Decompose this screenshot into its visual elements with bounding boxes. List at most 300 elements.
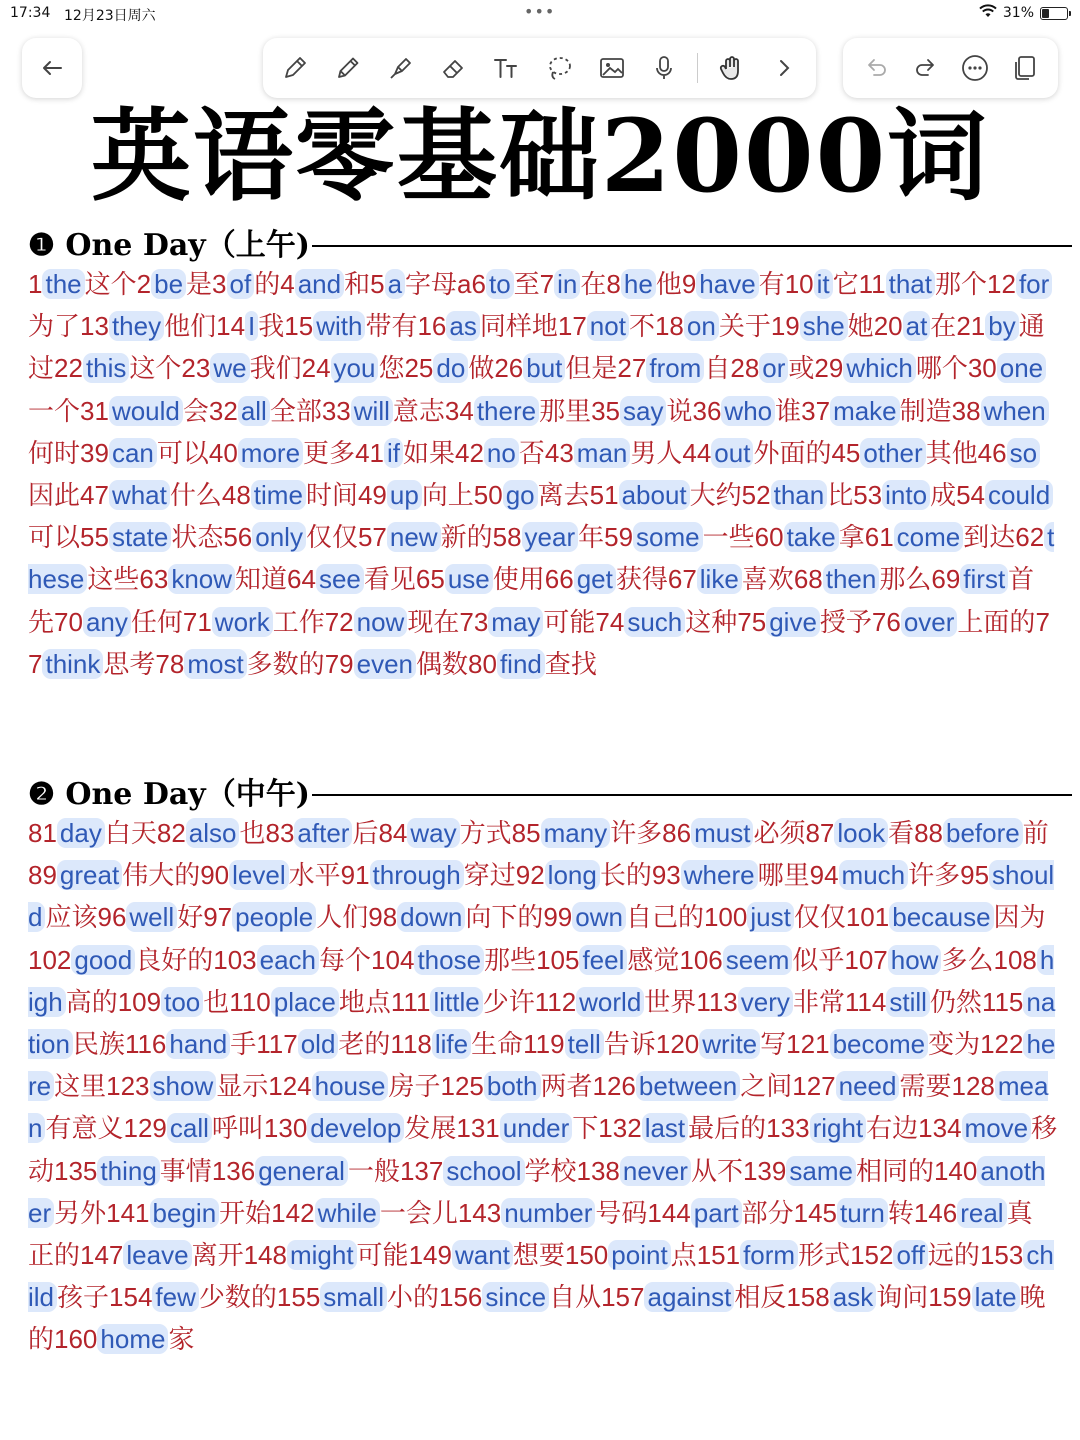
lasso-icon[interactable]: [539, 48, 579, 88]
vocab-english: move: [962, 1113, 1032, 1143]
vocab-entry: [106, 1071, 268, 1101]
image-icon[interactable]: [592, 48, 632, 88]
vocab-entry: [358, 480, 474, 510]
vocab-chinese: 号码: [595, 1197, 648, 1228]
vocab-chinese: 事情: [159, 1155, 212, 1186]
vocab-chinese: 许多: [610, 818, 663, 848]
vocab-chinese: 您: [378, 353, 405, 384]
vocab-entry: [137, 269, 212, 299]
vocab-chinese: 拿: [838, 522, 865, 553]
vocab-english: little: [430, 987, 482, 1017]
vocab-number: 120: [655, 1029, 700, 1060]
vocab-number: 11: [858, 269, 886, 299]
vocab-number: 123: [106, 1071, 150, 1102]
vocab-english: may: [488, 607, 543, 637]
vocab-chinese: 相反: [734, 1282, 787, 1313]
vocab-english: they: [109, 311, 164, 341]
vocab-english: make: [830, 396, 900, 426]
vocab-entry: [606, 269, 681, 299]
vocab-number: 122: [980, 1029, 1024, 1060]
vocab-number: 58: [492, 522, 522, 553]
vocab-chinese: 意志: [392, 395, 445, 426]
vocab-number: 35: [591, 395, 621, 426]
vocab-chinese: 哪个: [915, 353, 968, 384]
vocab-english: take: [784, 522, 839, 552]
vocab-entry: [595, 607, 737, 637]
back-arrow-icon[interactable]: [32, 48, 72, 88]
touch-hand-icon[interactable]: [711, 48, 751, 88]
vocab-entry: [390, 1029, 523, 1059]
vocab-number: 8: [606, 269, 621, 299]
vocab-number: 100: [703, 902, 748, 933]
vocab-entry: [322, 396, 445, 426]
vocab-entry: [123, 1113, 263, 1143]
vocab-number: 130: [263, 1113, 308, 1144]
vocab-chinese: 现在: [407, 606, 460, 637]
vocab-entry: [535, 987, 697, 1017]
vocab-number: 83: [265, 818, 295, 848]
vocab-english: very: [738, 987, 793, 1017]
vocab-chinese: 什么: [169, 480, 222, 511]
vocab-chinese: 非常: [792, 986, 845, 1017]
vocab-chinese: 可能: [543, 606, 596, 637]
vocab-number: 51: [589, 480, 619, 511]
vocab-english: this: [83, 353, 129, 383]
vocab-number: 154: [109, 1282, 153, 1313]
vocab-entry: [662, 818, 805, 848]
vocab-english: feel: [579, 945, 627, 975]
vocab-number: 118: [390, 1029, 432, 1060]
vocab-entry: [378, 818, 511, 848]
vocab-chinese: 其他: [925, 437, 978, 468]
vocab-number: 19: [770, 311, 800, 342]
vocab-chinese: 小的: [386, 1282, 439, 1313]
vocab-chinese: 制造: [899, 395, 952, 426]
vocab-number: 150: [564, 1240, 609, 1271]
vocab-english: with: [313, 311, 365, 341]
vocab-english: number: [501, 1198, 595, 1228]
vocab-number: 113: [696, 986, 738, 1017]
vocab-english: give: [766, 607, 820, 637]
vocab-entry: [846, 902, 1046, 932]
vocab-entry: [593, 1071, 793, 1101]
vocab-english: that: [886, 269, 935, 299]
vocab-english: people: [232, 902, 316, 932]
vocab-number: 22: [54, 353, 83, 384]
vocab-english: could: [985, 480, 1053, 510]
vocab-chinese: 似乎: [792, 944, 845, 975]
vocab-number: 55: [80, 522, 109, 553]
vocab-chinese: 离去: [537, 480, 590, 511]
vocab-english: begin: [150, 1198, 220, 1228]
vocab-english: world: [576, 987, 644, 1017]
vocab-number: 107: [844, 944, 888, 975]
vocab-english: one: [997, 353, 1046, 383]
vocab-entry: [287, 564, 416, 594]
vocab-number: 106: [679, 944, 723, 975]
vocab-english: there: [474, 396, 539, 426]
vocab-entry: [682, 438, 831, 468]
vocab-number: 110: [229, 986, 271, 1017]
eraser-icon[interactable]: [434, 48, 474, 88]
vocab-english: at: [903, 311, 931, 341]
vocab-number: 128: [951, 1071, 995, 1102]
vocab-number: 43: [544, 437, 574, 468]
vocab-chinese: 之间: [740, 1071, 793, 1102]
vocab-chinese: 询问: [876, 1282, 929, 1313]
vocab-english: man: [574, 438, 631, 468]
vocab-english: never: [620, 1156, 691, 1186]
vocab-english: you: [331, 353, 379, 383]
undo-icon[interactable]: [856, 48, 896, 88]
vocab-english: some: [633, 522, 703, 552]
vocab-number: 91: [340, 860, 370, 891]
vocab-chinese: 少数的: [198, 1282, 277, 1313]
vocab-entry: [591, 396, 692, 426]
vocab-number: 102: [28, 944, 72, 975]
vocab-english: see: [316, 564, 364, 594]
vocab-entry: [355, 438, 455, 468]
vocab-number: 25: [404, 353, 434, 384]
vocab-entry: [577, 1156, 743, 1186]
vocab-chinese: 伟大的: [122, 860, 201, 891]
vocab-number: 39: [80, 437, 109, 468]
vocab-entry: [358, 522, 493, 552]
vocab-chinese: 水平: [288, 860, 341, 891]
vocab-english: real: [957, 1198, 1006, 1228]
vocab-entry: [341, 860, 516, 890]
vocab-number: 32: [208, 395, 238, 426]
vocab-entry: [417, 311, 557, 341]
vocab-number: 63: [139, 564, 169, 595]
vocab-english: through: [370, 860, 464, 890]
vocab-english: hand: [166, 1029, 230, 1059]
vocab-entry: [794, 1198, 914, 1228]
microphone-icon[interactable]: [644, 48, 684, 88]
vocab-number: 85: [511, 818, 541, 848]
vocab-entry: [213, 945, 371, 975]
vocab-entry: [441, 1071, 593, 1101]
vocab-entry: [493, 522, 605, 552]
vocab-english: and: [295, 269, 344, 299]
vocab-english: how: [888, 945, 942, 975]
vocab-chinese: 我: [258, 311, 285, 342]
vocab-entry: [284, 311, 417, 341]
vocab-entry: [80, 438, 209, 468]
vocab-number: 152: [850, 1240, 894, 1271]
vocab-chinese: 离开: [191, 1240, 244, 1271]
vocab-number: 160: [54, 1324, 98, 1355]
vocab-english: like: [697, 564, 742, 594]
vocab-number: 44: [682, 437, 712, 468]
vocab-english: life: [432, 1029, 471, 1059]
vocab-english: other: [860, 438, 925, 468]
vocab-english: part: [691, 1198, 742, 1228]
vocab-chinese: 外面的: [753, 437, 832, 468]
vocab-english: out: [711, 438, 753, 468]
vocab-number: 53: [853, 480, 883, 511]
vocab-english: over: [901, 607, 958, 637]
back-pill: [22, 38, 82, 98]
vocab-number: 99: [543, 902, 573, 933]
vocab-entry: [222, 480, 358, 510]
vocab-number: 92: [515, 860, 545, 891]
vocab-chinese: 带有: [365, 311, 418, 342]
vocab-chinese: 首先: [28, 564, 1035, 637]
vocab-number: 141: [106, 1197, 150, 1228]
vocab-english: way: [407, 818, 459, 848]
vocab-number: 4: [280, 269, 295, 299]
vocab-number: 45: [831, 437, 861, 468]
vocab-entry: [391, 987, 535, 1017]
vocab-english: what: [109, 480, 170, 510]
text-tool-icon[interactable]: [486, 48, 526, 88]
vocab-chinese: 时间: [305, 480, 358, 511]
vocab-entry: [271, 1198, 458, 1228]
vocab-entry: [771, 311, 874, 341]
vocab-entry: [404, 353, 494, 383]
vocab-number: 136: [211, 1155, 256, 1186]
vocab-chinese: 自从: [549, 1282, 602, 1313]
pages-icon[interactable]: [1005, 48, 1045, 88]
vocab-chinese: 长的: [599, 860, 652, 891]
vocab-english: too: [161, 987, 203, 1017]
vocab-number: 41: [355, 437, 384, 468]
vocab-chinese: 查找: [544, 648, 597, 679]
vocab-number: 104: [371, 944, 415, 975]
vocab-english: now: [354, 607, 408, 637]
vocab-english: day: [57, 818, 105, 848]
vocab-english: a: [385, 269, 405, 299]
vocab-chinese: 说: [666, 395, 693, 426]
chevron-right-icon[interactable]: [764, 48, 804, 88]
vocab-entry: [805, 818, 914, 848]
vocab-chinese: 有意义: [45, 1113, 124, 1144]
pen-icon[interactable]: [275, 48, 315, 88]
vocab-chinese: 两者: [540, 1071, 593, 1102]
vocab-english: do: [433, 353, 468, 383]
vocab-number: 36: [692, 395, 722, 426]
vocab-english: most: [184, 649, 246, 679]
vocab-number: 7: [539, 269, 555, 299]
vocab-english: each: [257, 945, 319, 975]
vocab-number: 93: [651, 860, 681, 891]
battery-level-fill: [1042, 9, 1049, 18]
vocab-number: 96: [97, 902, 127, 933]
vocab-chinese: 转: [887, 1197, 914, 1228]
battery-percent: 31%: [1002, 5, 1034, 21]
vocab-entry: [472, 269, 540, 299]
vocab-chinese: 孩子: [57, 1282, 110, 1313]
vocab-number: 94: [809, 860, 839, 891]
vocab-chinese: 一般: [347, 1155, 400, 1186]
vocab-entry: [157, 818, 266, 848]
vocab-entry: [368, 902, 543, 932]
vocab-chinese: 也: [203, 986, 230, 1017]
vocab-number: 70: [54, 606, 83, 637]
vocab-number: 31: [80, 395, 109, 426]
redo-icon[interactable]: [906, 48, 946, 88]
vocab-entry: [28, 860, 200, 890]
vocab-entry: [872, 607, 1036, 637]
vocab-entry: [445, 396, 591, 426]
vocab-english: become: [830, 1029, 929, 1059]
multitask-dots-icon[interactable]: •••: [524, 2, 556, 21]
vocab-english: here: [28, 1029, 1056, 1102]
vocab-number: 97: [203, 902, 233, 933]
vocab-number: 129: [123, 1113, 167, 1144]
vocab-english: she: [800, 311, 848, 341]
vocab-number: 149: [408, 1240, 452, 1271]
vocab-english: or: [759, 353, 788, 383]
vocab-entry: [766, 1113, 918, 1143]
vocab-number: 52: [741, 480, 771, 511]
vocab-english: level: [229, 860, 288, 890]
vocab-chinese: 他们: [164, 311, 217, 342]
vocab-number: 47: [80, 480, 109, 511]
vocab-english: the: [42, 269, 84, 299]
vocab-entry: [209, 396, 322, 426]
vocab-chinese: 为了: [28, 311, 81, 342]
vocab-number: 115: [981, 986, 1024, 1017]
vocab-english: then: [823, 564, 880, 594]
vocab-chinese: 一会儿: [379, 1197, 458, 1228]
vocab-number: 10: [784, 269, 814, 299]
vocab-entry: [545, 564, 668, 594]
vocab-entry: [601, 1282, 786, 1312]
vocab-number: 127: [792, 1071, 836, 1102]
vocab-english: right: [810, 1113, 867, 1143]
vocab-chinese: 成: [930, 480, 957, 511]
vocab-entry: [280, 269, 370, 299]
vocab-chinese: 人们: [316, 902, 369, 933]
vocab-number: 13: [80, 311, 109, 342]
vocab-english: last: [642, 1113, 688, 1143]
vocab-english: I: [245, 311, 258, 341]
vocab-number: 137: [399, 1155, 444, 1186]
vocab-number: 81: [28, 818, 57, 848]
more-icon[interactable]: [955, 48, 995, 88]
vocab-entry: [125, 1029, 256, 1059]
vocab-chinese: 这种: [685, 606, 738, 637]
vocab-chinese: 需要: [899, 1071, 952, 1102]
vocab-english: up: [387, 480, 422, 510]
vocab-english: year: [522, 522, 579, 552]
vocab-english: by: [985, 311, 1018, 341]
vocab-chinese: 自己的: [625, 902, 704, 933]
vocab-entry: [80, 396, 209, 426]
vocab-number: 111: [390, 986, 431, 1017]
vocab-number: 138: [576, 1155, 620, 1186]
vocab-english: many: [541, 818, 611, 848]
vocab-entry: [655, 311, 771, 341]
vocab-english: not: [587, 311, 629, 341]
vocab-entry: [325, 649, 468, 679]
vocab-english: know: [168, 564, 235, 594]
vocab-chinese: 同样地: [479, 311, 558, 342]
vocab-chinese: 思考: [103, 648, 156, 679]
vocab-english: look: [834, 818, 888, 848]
pencil-icon[interactable]: [328, 48, 368, 88]
vocab-number: 17: [557, 311, 587, 342]
vocab-entry: [543, 902, 704, 932]
vocab-chinese: 下: [572, 1113, 599, 1144]
vocab-chinese: 但是: [565, 353, 618, 384]
vocab-number: 30: [967, 353, 997, 384]
vocab-chinese: 和: [344, 269, 371, 299]
vocab-chinese: 应该: [45, 902, 98, 933]
vocab-number: 12: [987, 269, 1016, 299]
vocab-entry: [54, 607, 183, 637]
vocab-chinese: 仍然: [929, 986, 982, 1017]
vocab-number: 143: [457, 1197, 502, 1228]
vocab-entry: [416, 564, 545, 594]
vocab-entry: [203, 902, 368, 932]
vocab-english: while: [315, 1198, 380, 1228]
vocab-chinese: 那些: [484, 944, 537, 975]
vocab-entry: [28, 269, 137, 299]
vocab-english: who: [721, 396, 775, 426]
vocab-english: such: [624, 607, 685, 637]
vocab-chinese: 仅仅: [305, 522, 358, 553]
vocab-chinese: 多数的: [246, 648, 325, 679]
vocab-english: nation: [28, 986, 1056, 1060]
vocab-chinese: 仅仅: [793, 902, 846, 933]
vocab-entry: [256, 1029, 390, 1059]
vocab-chinese: 偶数: [416, 648, 469, 679]
vocab-chinese: 有: [758, 269, 785, 299]
vocab-english: ask: [830, 1282, 876, 1312]
vocab-number: 116: [124, 1029, 167, 1060]
vocab-english: should: [28, 860, 1055, 933]
vocab-chinese: 学校: [524, 1155, 577, 1186]
vocab-chinese: 全部: [269, 395, 322, 426]
vocab-english: leave: [123, 1240, 191, 1270]
vocab-english: between: [636, 1071, 740, 1101]
vocab-english: to: [486, 269, 514, 299]
vocab-entry: [696, 987, 845, 1017]
vocab-entry: [737, 607, 872, 637]
vocab-chinese: 右边: [866, 1113, 919, 1144]
vocab-number: 14: [216, 311, 246, 342]
vocab-english: be: [151, 269, 186, 299]
vocab-english: both: [484, 1071, 541, 1101]
vocab-number: 112: [534, 986, 577, 1017]
vocab-english: when: [981, 396, 1049, 426]
vocab-entry: [264, 1113, 456, 1143]
vocab-entry: [755, 522, 865, 552]
vocab-chinese: 新的: [440, 522, 493, 553]
vocab-number: 90: [200, 860, 230, 891]
vocab-english: in: [554, 269, 580, 299]
vocab-number: 126: [592, 1071, 636, 1102]
vocab-english: before: [943, 818, 1023, 848]
vocab-number: 57: [357, 522, 387, 553]
vocab-entry: [865, 522, 1016, 552]
vocab-entry: [704, 902, 846, 932]
vocab-number: 82: [156, 818, 186, 848]
vocab-chinese: 可以: [28, 522, 81, 553]
vocab-chinese: 穿过: [463, 860, 516, 891]
vocab-chinese: 那么: [879, 564, 932, 595]
vocab-english: than: [771, 480, 828, 510]
wifi-icon: [979, 4, 997, 22]
highlighter-icon[interactable]: [381, 48, 421, 88]
vocab-english: want: [452, 1240, 513, 1270]
vocab-chinese: 部分: [741, 1197, 794, 1228]
status-date: 12月23日周六: [64, 8, 156, 24]
vocab-entry: [844, 945, 993, 975]
